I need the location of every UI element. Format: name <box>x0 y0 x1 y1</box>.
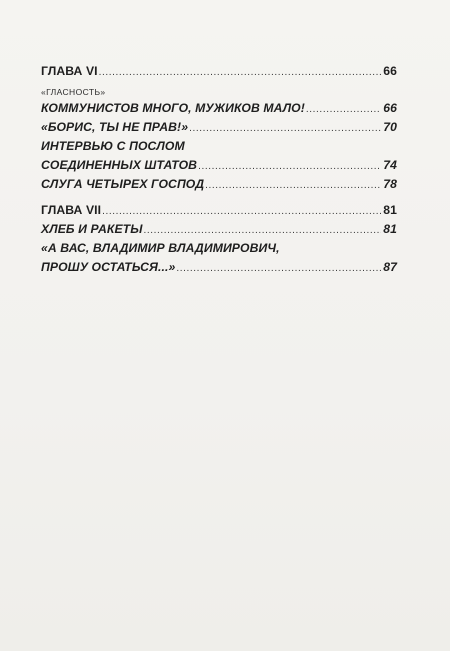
dot-leader <box>144 221 382 240</box>
page-number: 66 <box>383 101 397 115</box>
toc-entry-line <box>41 239 397 258</box>
entry-title: ИНТЕРВЬЮ С ПОСЛОМ <box>41 139 185 153</box>
dot-leader <box>102 202 381 221</box>
page-number: 81 <box>383 222 397 236</box>
toc-entry <box>41 156 397 175</box>
chapter-title: ГЛАВА VII <box>41 203 102 217</box>
toc-entry <box>41 99 397 118</box>
entry-title: «БОРИС, ТЫ НЕ ПРАВ!» <box>41 120 189 134</box>
toc-entry <box>41 118 397 137</box>
entry-title: СОЕДИНЕННЫХ ШТАТОВ <box>41 158 198 172</box>
entry-title: КОММУНИСТОВ МНОГО, МУЖИКОВ МАЛО! <box>41 101 305 115</box>
entry-title: ХЛЕБ И РАКЕТЫ <box>41 222 143 236</box>
entry-title: ПРОШУ ОСТАТЬСЯ...» <box>41 260 176 274</box>
entry-title: СЛУГА ЧЕТЫРЕХ ГОСПОД <box>41 177 205 191</box>
page-number: 74 <box>383 158 397 172</box>
toc-entry <box>41 220 397 239</box>
page-number: 70 <box>383 120 397 134</box>
chapter-title: ГЛАВА VI <box>41 64 98 78</box>
toc-entry <box>41 258 397 277</box>
toc-chapter-heading <box>41 201 397 220</box>
page-number: 78 <box>383 177 397 191</box>
toc-chapter-heading <box>41 62 397 81</box>
dot-leader <box>189 119 381 138</box>
dot-leader <box>306 100 381 119</box>
dot-leader <box>205 176 381 195</box>
dot-leader <box>99 63 382 82</box>
toc-entry-line <box>41 137 397 156</box>
dot-leader <box>176 259 381 278</box>
page-number: 66 <box>383 64 397 78</box>
dot-leader <box>198 157 381 176</box>
page-number: 81 <box>383 203 397 217</box>
toc-chapter-6 <box>41 62 397 194</box>
entry-title: «А ВАС, ВЛАДИМИР ВЛАДИМИРОВИЧ, <box>41 241 280 255</box>
toc-chapter-7 <box>41 201 397 277</box>
section-label: «ГЛАСНОСТЬ» <box>41 87 106 97</box>
toc-entry <box>41 175 397 194</box>
page-number: 87 <box>383 260 397 274</box>
